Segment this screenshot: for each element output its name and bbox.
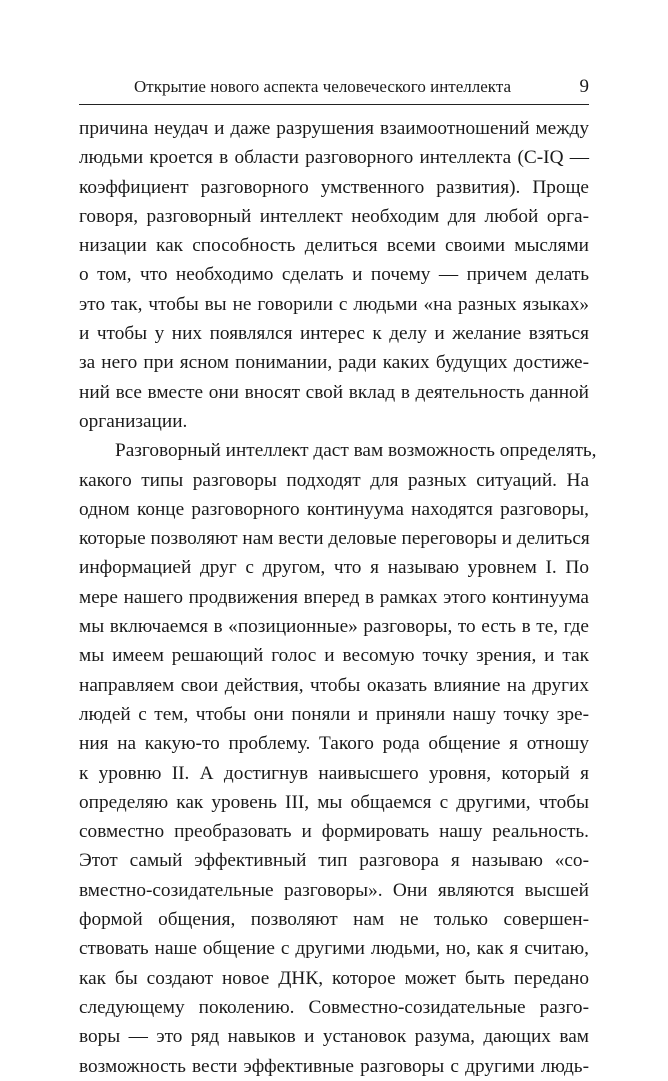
running-title: Открытие нового аспекта человеческого интеллекта [134, 77, 512, 96]
text-line: мы имеем решающий голос и весомую точку зрения, и так [79, 645, 589, 667]
text-line: ствовать наше общение с другими людьми, но, как я считаю, [79, 938, 589, 960]
text-line: Этот самый эффективный тип разговора я называю «со- [79, 850, 589, 872]
text-line: которые позволяют нам вести деловые переговоры и делиться [79, 528, 590, 550]
text-line: направляем свои действия, чтобы оказать влияние на других [79, 674, 589, 696]
running-head [79, 76, 589, 102]
text-line: говоря, разговорный интеллект необходим для любой орга- [79, 205, 589, 227]
text-line: информацией друг с другом, что я называю уровнем I. По [79, 557, 589, 579]
text-line: причина неудач и даже разрушения взаимоотношений между [79, 118, 589, 139]
text-line: какого типы разговоры подходят для разных ситуаций. На [79, 469, 589, 491]
text-line: Разговорный интеллект даст вам возможность определять, [115, 440, 597, 462]
text-line: организации. [79, 410, 188, 432]
text-line: к уровню II. А достигнув наивысшего уровня, который я [79, 762, 589, 784]
text-line: это так, чтобы вы не говорили с людьми «на разных языках» [79, 293, 589, 315]
text-line: коэффициент разговорного умственного развития). Проще [79, 176, 589, 198]
text-line: мы включаемся в «позиционные» разговоры, то есть в те, где [79, 616, 589, 638]
header-rule [79, 104, 589, 105]
paragraph-1 [79, 114, 589, 436]
text-line: людьми кроется в области разговорного интеллекта (C-IQ — [79, 147, 589, 169]
body-text [79, 114, 597, 1081]
text-line: мере нашего продвижения вперед в рамках этого континуума [79, 586, 589, 608]
text-line: вместно-созидательные разговоры». Они являются высшей [79, 879, 589, 901]
text-line: следующему поколению. Совместно-созидательные разго- [79, 996, 589, 1018]
text-line: за него при ясном понимании, ради каких будущих достиже- [79, 352, 589, 374]
paragraph-2 [79, 436, 597, 1081]
text-line: формой общения, позволяют нам не только совершен- [79, 909, 589, 931]
text-line: возможность вести эффективные разговоры с другими людь- [79, 1055, 589, 1077]
text-line: определяю как уровень III, мы общаемся с другими, чтобы [79, 791, 589, 813]
text-line: людей с тем, чтобы они поняли и приняли нашу точку зре- [79, 703, 589, 725]
text-line: воры — это ряд навыков и установок разума, дающих вам [79, 1026, 589, 1048]
text-line: одном конце разговорного континуума находятся разговоры, [79, 498, 589, 520]
text-line: низации как способность делиться всеми своими мыслями [79, 235, 589, 257]
text-line: как бы создают новое ДНК, которое может быть передано [79, 967, 589, 989]
text-line: о том, что необходимо сделать и почему — причем делать [79, 264, 589, 286]
text-line: и чтобы у них появлялся интерес к делу и желание взяться [79, 323, 589, 345]
text-line: ний все вместе они вносят свой вклад в деятельность данной [79, 381, 589, 403]
text-line: ния на какую-то проблему. Такого рода общение я отношу [79, 733, 589, 755]
page-number: 9 [579, 76, 589, 97]
text-line: совместно преобразовать и формировать нашу реальность. [79, 821, 589, 843]
